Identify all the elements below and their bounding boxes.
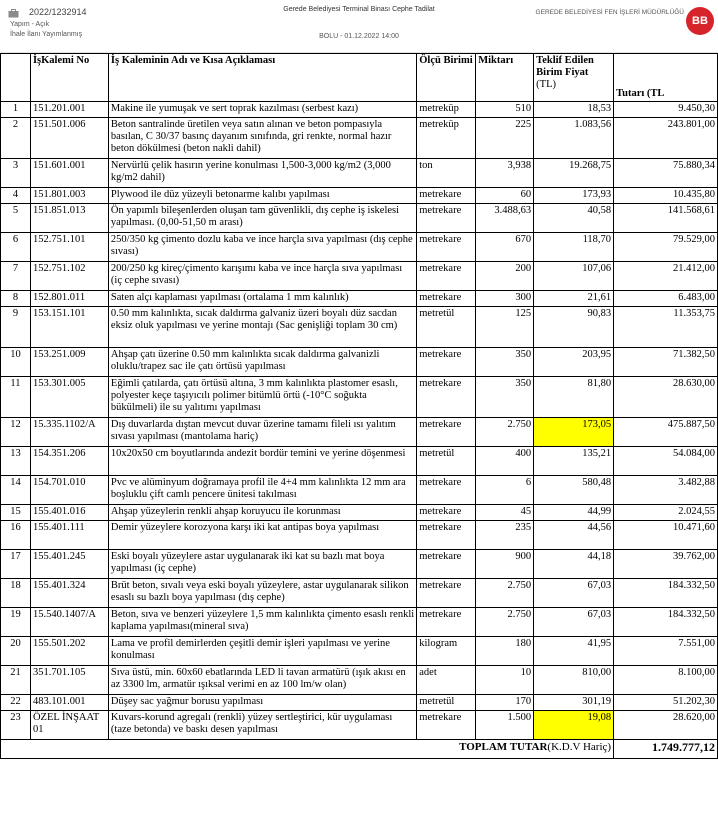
quantities-table: [0, 53, 718, 759]
tender-org: GEREDE BELEDİYESİ FEN İŞLERİ MÜDÜRLÜĞÜ: [535, 9, 684, 16]
table-row: [1, 695, 718, 711]
item-unit: metrekare: [417, 291, 476, 307]
col-header-code: İşKalemi No: [30, 54, 108, 102]
row-number: 9: [1, 307, 31, 348]
item-unit-price: 810,00: [534, 666, 614, 695]
item-description: 200/250 kg kireç/çimento karışımı kaba ve ince harçla sıva yapılması (iç cephe sıvası): [108, 262, 416, 291]
item-code: 151.601.001: [30, 159, 108, 188]
item-description: Saten alçı kaplaması yapılması (ortalama 1 mm kalınlık): [108, 291, 416, 307]
table-row: [1, 233, 718, 262]
item-quantity: 3,938: [476, 159, 534, 188]
item-code: 151.201.001: [30, 102, 108, 118]
item-description: Demir yüzeylere korozyona karşı iki kat antipas boya yapılması: [108, 521, 416, 550]
table-row: [1, 262, 718, 291]
item-quantity: 300: [476, 291, 534, 307]
item-quantity: 2.750: [476, 608, 534, 637]
item-total: 3.482,88: [614, 476, 718, 505]
item-code: 155.401.245: [30, 550, 108, 579]
item-code: 155.501.202: [30, 637, 108, 666]
table-row: [1, 608, 718, 637]
item-code: 151.801.003: [30, 188, 108, 204]
item-description: Pvc ve alüminyum doğramaya profil ile 4+4 mm kalınlıkta 12 mm ara boşluklu çift camlı pencere ünitesi takılması: [108, 476, 416, 505]
row-number: 22: [1, 695, 31, 711]
item-description: Ön yapımlı bileşenlerden oluşan tam güvenlikli, dış cephe iş iskelesi yapılması. (0,00-51,50 m arası): [108, 204, 416, 233]
col-header-qty: Miktarı: [476, 54, 534, 102]
tender-id[interactable]: 2022/1232914: [29, 7, 87, 17]
item-description: 250/350 kg çimento dozlu kaba ve ince harçla sıva yapılması (dış cephe sıvası): [108, 233, 416, 262]
tender-title: Gerede Belediyesi Terminal Binası Cephe Tadilat: [283, 6, 435, 13]
total-label: TOPLAM TUTAR: [459, 741, 548, 753]
item-total: 6.483,00: [614, 291, 718, 307]
row-number: 17: [1, 550, 31, 579]
item-quantity: 235: [476, 521, 534, 550]
item-unit-price: 21,61: [534, 291, 614, 307]
item-unit-price: 44,99: [534, 505, 614, 521]
bill-of-quantities: [0, 53, 718, 759]
table-row: [1, 204, 718, 233]
row-number: 20: [1, 637, 31, 666]
row-number: 18: [1, 579, 31, 608]
item-unit: metreküp: [417, 102, 476, 118]
item-total: 75.880,34: [614, 159, 718, 188]
item-total: 184.332,50: [614, 608, 718, 637]
item-total: 10.435,80: [614, 188, 718, 204]
item-description: Plywood ile düz yüzeyli betonarme kalıbı yapılması: [108, 188, 416, 204]
item-total: 51.202,30: [614, 695, 718, 711]
tender-header: [0, 0, 718, 53]
item-code: 155.401.111: [30, 521, 108, 550]
item-unit-price: 41,95: [534, 637, 614, 666]
table-row: [1, 711, 718, 740]
item-description: Lama ve profil demirlerden çeşitli demir işleri yapılması ve yerine konulması: [108, 637, 416, 666]
item-description: Makine ile yumuşak ve sert toprak kazılması (serbest kazı): [108, 102, 416, 118]
table-row: [1, 307, 718, 348]
tender-status: Yapım - Açık: [10, 21, 50, 28]
table-row: [1, 550, 718, 579]
item-unit: metretül: [417, 695, 476, 711]
item-total: 28.630,00: [614, 377, 718, 418]
row-number: 15: [1, 505, 31, 521]
item-unit-price: 67,03: [534, 579, 614, 608]
table-row: [1, 579, 718, 608]
item-unit-price: 90,83: [534, 307, 614, 348]
item-code: 153.151.101: [30, 307, 108, 348]
item-unit-price: 118,70: [534, 233, 614, 262]
item-quantity: 45: [476, 505, 534, 521]
item-total: 141.568,61: [614, 204, 718, 233]
item-total: 11.353,75: [614, 307, 718, 348]
item-description: Sıva üstü, min. 60x60 ebatlarında LED li tavan armatürü (ışık akısı en az 3300 lm, armatür ışıksal verimi en az 100 lm/w olan): [108, 666, 416, 695]
item-unit: metreküp: [417, 118, 476, 159]
col-header-rowno: [1, 54, 31, 102]
item-quantity: 6: [476, 476, 534, 505]
table-row: [1, 102, 718, 118]
item-unit: metrekare: [417, 608, 476, 637]
item-unit: metrekare: [417, 233, 476, 262]
item-code: 153.251.009: [30, 348, 108, 377]
item-unit: metretül: [417, 307, 476, 348]
col-header-price-line1: Teklif Edilen: [536, 55, 594, 66]
table-row: [1, 521, 718, 550]
row-number: 7: [1, 262, 31, 291]
item-code: 151.851.013: [30, 204, 108, 233]
tender-date: BOLU - 01.12.2022 14:00: [319, 33, 399, 40]
item-code: 15.335.1102/A: [30, 418, 108, 447]
item-code: 151.501.006: [30, 118, 108, 159]
col-header-desc: İş Kaleminin Adı ve Kısa Açıklaması: [108, 54, 416, 102]
item-unit: metrekare: [417, 348, 476, 377]
item-unit: metrekare: [417, 204, 476, 233]
item-code: 351.701.105: [30, 666, 108, 695]
row-number: 5: [1, 204, 31, 233]
item-unit-price: 18,53: [534, 102, 614, 118]
table-row: [1, 637, 718, 666]
total-label-cell: [1, 740, 614, 759]
item-quantity: 2.750: [476, 579, 534, 608]
item-unit-price: 135,21: [534, 447, 614, 476]
item-total: 184.332,50: [614, 579, 718, 608]
table-row: [1, 666, 718, 695]
item-description: Nervürlü çelik hasırın yerine konulması 1,500-3,000 kg/m2 (3,000 kg/m2 dahil): [108, 159, 416, 188]
item-unit: metrekare: [417, 262, 476, 291]
item-total: 28.620,00: [614, 711, 718, 740]
table-header-row: [1, 54, 718, 102]
item-code: ÖZEL İNŞAAT 01: [30, 711, 108, 740]
item-unit: metretül: [417, 447, 476, 476]
item-description: Ahşap çatı üzerine 0.50 mm kalınlıkta sıcak daldırma galvanizli oluklu/trapez sac ile çatı örtüsü yapılması: [108, 348, 416, 377]
item-description: 0.50 mm kalınlıkta, sıcak daldırma galvaniz üzeri boyalı düz sacdan eksiz oluk yapılması ve yerine montajı (Sac genişliği toplam 30 cm): [108, 307, 416, 348]
item-unit-price: 173,93: [534, 188, 614, 204]
item-total: 7.551,00: [614, 637, 718, 666]
col-header-unit: Ölçü Birimi: [417, 54, 476, 102]
col-header-price-line2: Birim Fiyat: [536, 67, 589, 79]
item-unit-price: 40,58: [534, 204, 614, 233]
item-code: 152.751.101: [30, 233, 108, 262]
item-unit-price: 107,06: [534, 262, 614, 291]
item-quantity: 3.488,63: [476, 204, 534, 233]
item-total: 39.762,00: [614, 550, 718, 579]
row-number: 10: [1, 348, 31, 377]
item-unit: metrekare: [417, 476, 476, 505]
table-row: [1, 159, 718, 188]
row-number: 6: [1, 233, 31, 262]
item-unit-price: 19.268,75: [534, 159, 614, 188]
item-quantity: 2.750: [476, 418, 534, 447]
table-row: [1, 476, 718, 505]
table-row: [1, 505, 718, 521]
item-unit: adet: [417, 666, 476, 695]
table-row: [1, 418, 718, 447]
item-description: Düşey sac yağmur borusu yapılması: [108, 695, 416, 711]
item-total: 9.450,30: [614, 102, 718, 118]
item-unit: kilogram: [417, 637, 476, 666]
row-number: 8: [1, 291, 31, 307]
item-quantity: 170: [476, 695, 534, 711]
total-row: [1, 740, 718, 759]
col-header-price: [534, 54, 614, 102]
item-unit: metrekare: [417, 579, 476, 608]
item-code: 152.751.102: [30, 262, 108, 291]
row-number: 1: [1, 102, 31, 118]
item-code: 154.701.010: [30, 476, 108, 505]
item-description: 10x20x50 cm boyutlarında andezit bordür temini ve yerine döşenmesi: [108, 447, 416, 476]
item-quantity: 10: [476, 666, 534, 695]
table-row: [1, 447, 718, 476]
item-unit-price: 44,56: [534, 521, 614, 550]
org-logo: BB: [686, 7, 714, 35]
item-quantity: 350: [476, 348, 534, 377]
item-code: 155.401.324: [30, 579, 108, 608]
item-description: Eski boyalı yüzeylere astar uygulanarak iki kat su bazlı mat boya yapılması (iç cephe): [108, 550, 416, 579]
item-quantity: 900: [476, 550, 534, 579]
item-quantity: 670: [476, 233, 534, 262]
row-number: 19: [1, 608, 31, 637]
item-quantity: 180: [476, 637, 534, 666]
item-description: Ahşap yüzeylerin renkli ahşap koruyucu ile korunması: [108, 505, 416, 521]
item-code: 152.801.011: [30, 291, 108, 307]
row-number: 2: [1, 118, 31, 159]
table-row: [1, 118, 718, 159]
item-description: Kuvars-korund agregalı (renkli) yüzey sertleştirici, kür uygulaması (taze betonda) ve baskı desen yapılması: [108, 711, 416, 740]
item-description: Eğimli çatılarda, çatı örtüsü altına, 3 mm kalınlıkta plastomer esaslı, polyester keçe taşıyıcılı polimer bitümlü örtü (-10°C soğukta bükülmeli) ile su yalıtımı yapılması: [108, 377, 416, 418]
row-number: 23: [1, 711, 31, 740]
total-vat-note: (K.D.V Hariç): [547, 741, 612, 753]
item-unit-price: 67,03: [534, 608, 614, 637]
row-number: 14: [1, 476, 31, 505]
item-code: 155.401.016: [30, 505, 108, 521]
item-unit-price: 1.083,56: [534, 118, 614, 159]
row-number: 21: [1, 666, 31, 695]
item-total: 21.412,00: [614, 262, 718, 291]
table-row: [1, 188, 718, 204]
item-total: 54.084,00: [614, 447, 718, 476]
table-row: [1, 291, 718, 307]
item-description: Dış duvarlarda dıştan mevcut duvar üzerine tamamı fileli ısı yalıtım sıvası yapılması (mantolama hariç): [108, 418, 416, 447]
item-unit-price: 19,08: [534, 711, 614, 740]
item-unit: ton: [417, 159, 476, 188]
item-total: 10.471,60: [614, 521, 718, 550]
item-description: Beton, sıva ve benzeri yüzeylere 1,5 mm kalınlıkta çimento esaslı renkli kaplama yapılması(mineral sıva): [108, 608, 416, 637]
item-unit: metrekare: [417, 418, 476, 447]
table-row: [1, 348, 718, 377]
item-description: Brüt beton, sıvalı veya eski boyalı yüzeylere, astar uygulanarak silikon esaslı su bazlı boya yapılması (dış cephe): [108, 579, 416, 608]
item-unit-price: 44,18: [534, 550, 614, 579]
item-unit-price: 301,19: [534, 695, 614, 711]
row-number: 16: [1, 521, 31, 550]
row-number: 13: [1, 447, 31, 476]
row-number: 3: [1, 159, 31, 188]
item-description: Beton santralinde üretilen veya satın alınan ve beton pompasıyla basılan, C 30/37 basınç dayanım sınıfında, gri renkte, normal hazır beton dökülmesi (beton nakli dahil): [108, 118, 416, 159]
item-total: 79.529,00: [614, 233, 718, 262]
item-code: 15.540.1407/A: [30, 608, 108, 637]
item-total: 2.024,55: [614, 505, 718, 521]
item-unit: metrekare: [417, 711, 476, 740]
item-quantity: 350: [476, 377, 534, 418]
tender-kind: İhale İlanı Yayımlanmış: [10, 31, 83, 38]
col-header-price-line3: (TL): [536, 79, 556, 91]
table-row: [1, 377, 718, 418]
total-value: 1.749.777,12: [614, 740, 718, 759]
item-unit-price: 203,95: [534, 348, 614, 377]
item-quantity: 125: [476, 307, 534, 348]
item-quantity: 200: [476, 262, 534, 291]
item-unit: metrekare: [417, 188, 476, 204]
item-unit-price: 173,05: [534, 418, 614, 447]
item-unit-price: 580,48: [534, 476, 614, 505]
item-unit: metrekare: [417, 550, 476, 579]
item-unit: metrekare: [417, 521, 476, 550]
col-header-total: Tutarı (TL: [614, 54, 718, 102]
item-quantity: 1.500: [476, 711, 534, 740]
item-quantity: 400: [476, 447, 534, 476]
item-total: 8.100,00: [614, 666, 718, 695]
row-number: 11: [1, 377, 31, 418]
row-number: 12: [1, 418, 31, 447]
item-total: 475.887,50: [614, 418, 718, 447]
item-code: 153.301.005: [30, 377, 108, 418]
item-quantity: 60: [476, 188, 534, 204]
item-quantity: 510: [476, 102, 534, 118]
item-unit: metrekare: [417, 505, 476, 521]
item-total: 71.382,50: [614, 348, 718, 377]
item-code: 154.351.206: [30, 447, 108, 476]
row-number: 4: [1, 188, 31, 204]
item-quantity: 225: [476, 118, 534, 159]
item-unit-price: 81,80: [534, 377, 614, 418]
item-total: 243.801,00: [614, 118, 718, 159]
item-code: 483.101.001: [30, 695, 108, 711]
item-unit: metrekare: [417, 377, 476, 418]
